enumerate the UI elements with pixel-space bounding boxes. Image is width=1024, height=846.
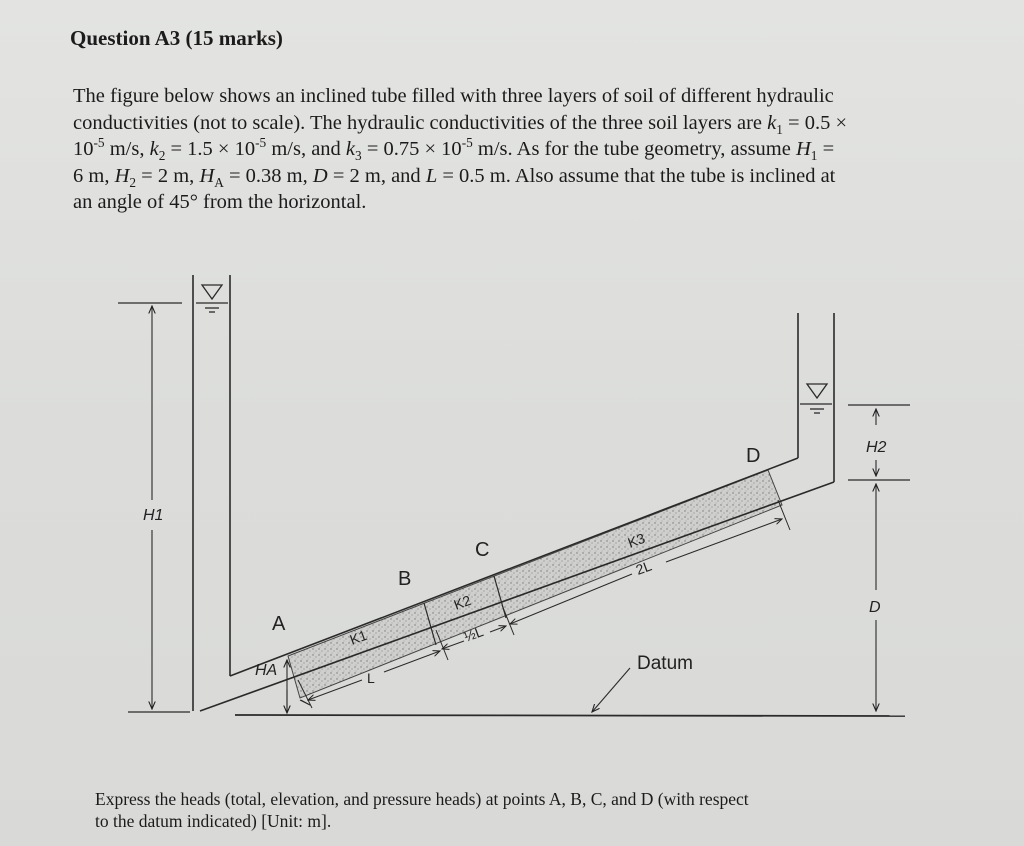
paragraph-text: H [114, 164, 130, 187]
instruction-line: Express the heads (total, elevation, and pressure heads) at points A, B, C, and D (with respect [95, 789, 749, 809]
label-point-c: C [475, 539, 490, 561]
label-h1: H1 [143, 507, 164, 524]
paragraph-text: k [345, 138, 356, 160]
water-level-right-icon [800, 384, 832, 413]
label-length-2l: 2L [633, 557, 654, 578]
paragraph-text: = 2 m, and [327, 164, 426, 187]
paragraph-text: = 0.5 m. Also assume that the tube is inclined at [437, 164, 836, 187]
label-point-b: B [398, 568, 412, 590]
paragraph-text: 6 m, [73, 164, 115, 187]
paragraph-text: A [214, 174, 224, 190]
paragraph-text: H [199, 164, 215, 187]
paragraph-text: The figure below shows an inclined tube filled with three layers of soil of different hydraulic [73, 85, 834, 107]
tube-lower-wall [200, 482, 834, 711]
label-point-d: D [746, 445, 761, 467]
paragraph-text: 1 [776, 121, 783, 137]
paragraph-text: D [312, 164, 328, 187]
paragraph-text: H [795, 138, 811, 160]
paragraph-text: = 0.75 × 10 [361, 138, 462, 160]
paragraph-text: -5 [255, 135, 267, 151]
paragraph-text: -5 [93, 135, 105, 151]
paragraph-text: = 0.38 m, [223, 164, 313, 187]
paragraph-text: L [425, 164, 438, 187]
soil-column [288, 470, 782, 698]
label-point-a: A [272, 613, 286, 635]
paragraph-text: -5 [461, 135, 473, 151]
paragraph-text: = [817, 138, 835, 160]
label-datum: Datum [637, 653, 693, 674]
label-k3: K3 [625, 529, 648, 551]
question-instruction [95, 788, 749, 832]
paragraph-text: 2 [129, 174, 137, 190]
paragraph-text: k [149, 138, 159, 160]
paragraph-text: m/s. As for the tube geometry, assume [472, 138, 796, 160]
label-length-l: L [367, 670, 375, 686]
label-ha: HA [255, 662, 278, 679]
paragraph-text: 1 [810, 148, 818, 164]
paragraph-text: an angle of 45° from the horizontal. [73, 191, 367, 213]
paragraph-text: conductivities (not to scale). The hydraulic conductivities of the three soil layers are [73, 111, 768, 134]
water-level-left-icon [196, 285, 228, 312]
paragraph-text: = 0.5 × [782, 111, 848, 134]
label-d: D [869, 599, 881, 616]
paragraph-text: m/s, [104, 138, 150, 160]
paragraph-text: = 1.5 × 10 [165, 138, 256, 160]
paragraph-text: m/s, and [266, 138, 346, 160]
label-length-half-l: ½L [461, 623, 486, 645]
question-title: Question A3 (15 marks) [70, 26, 283, 50]
paragraph-text: k [767, 111, 777, 134]
label-k1: K1 [347, 626, 370, 648]
label-h2: H2 [866, 439, 887, 456]
paragraph-text: = 2 m, [136, 164, 200, 187]
datum-line [235, 715, 905, 716]
paragraph-text: 3 [355, 148, 362, 164]
label-k2: K2 [451, 591, 474, 613]
instruction-line: to the datum indicated) [Unit: m]. [95, 811, 332, 831]
tube-upper-wall [230, 458, 798, 676]
paragraph-text: 10 [73, 138, 94, 160]
paragraph-text: 2 [158, 148, 166, 164]
